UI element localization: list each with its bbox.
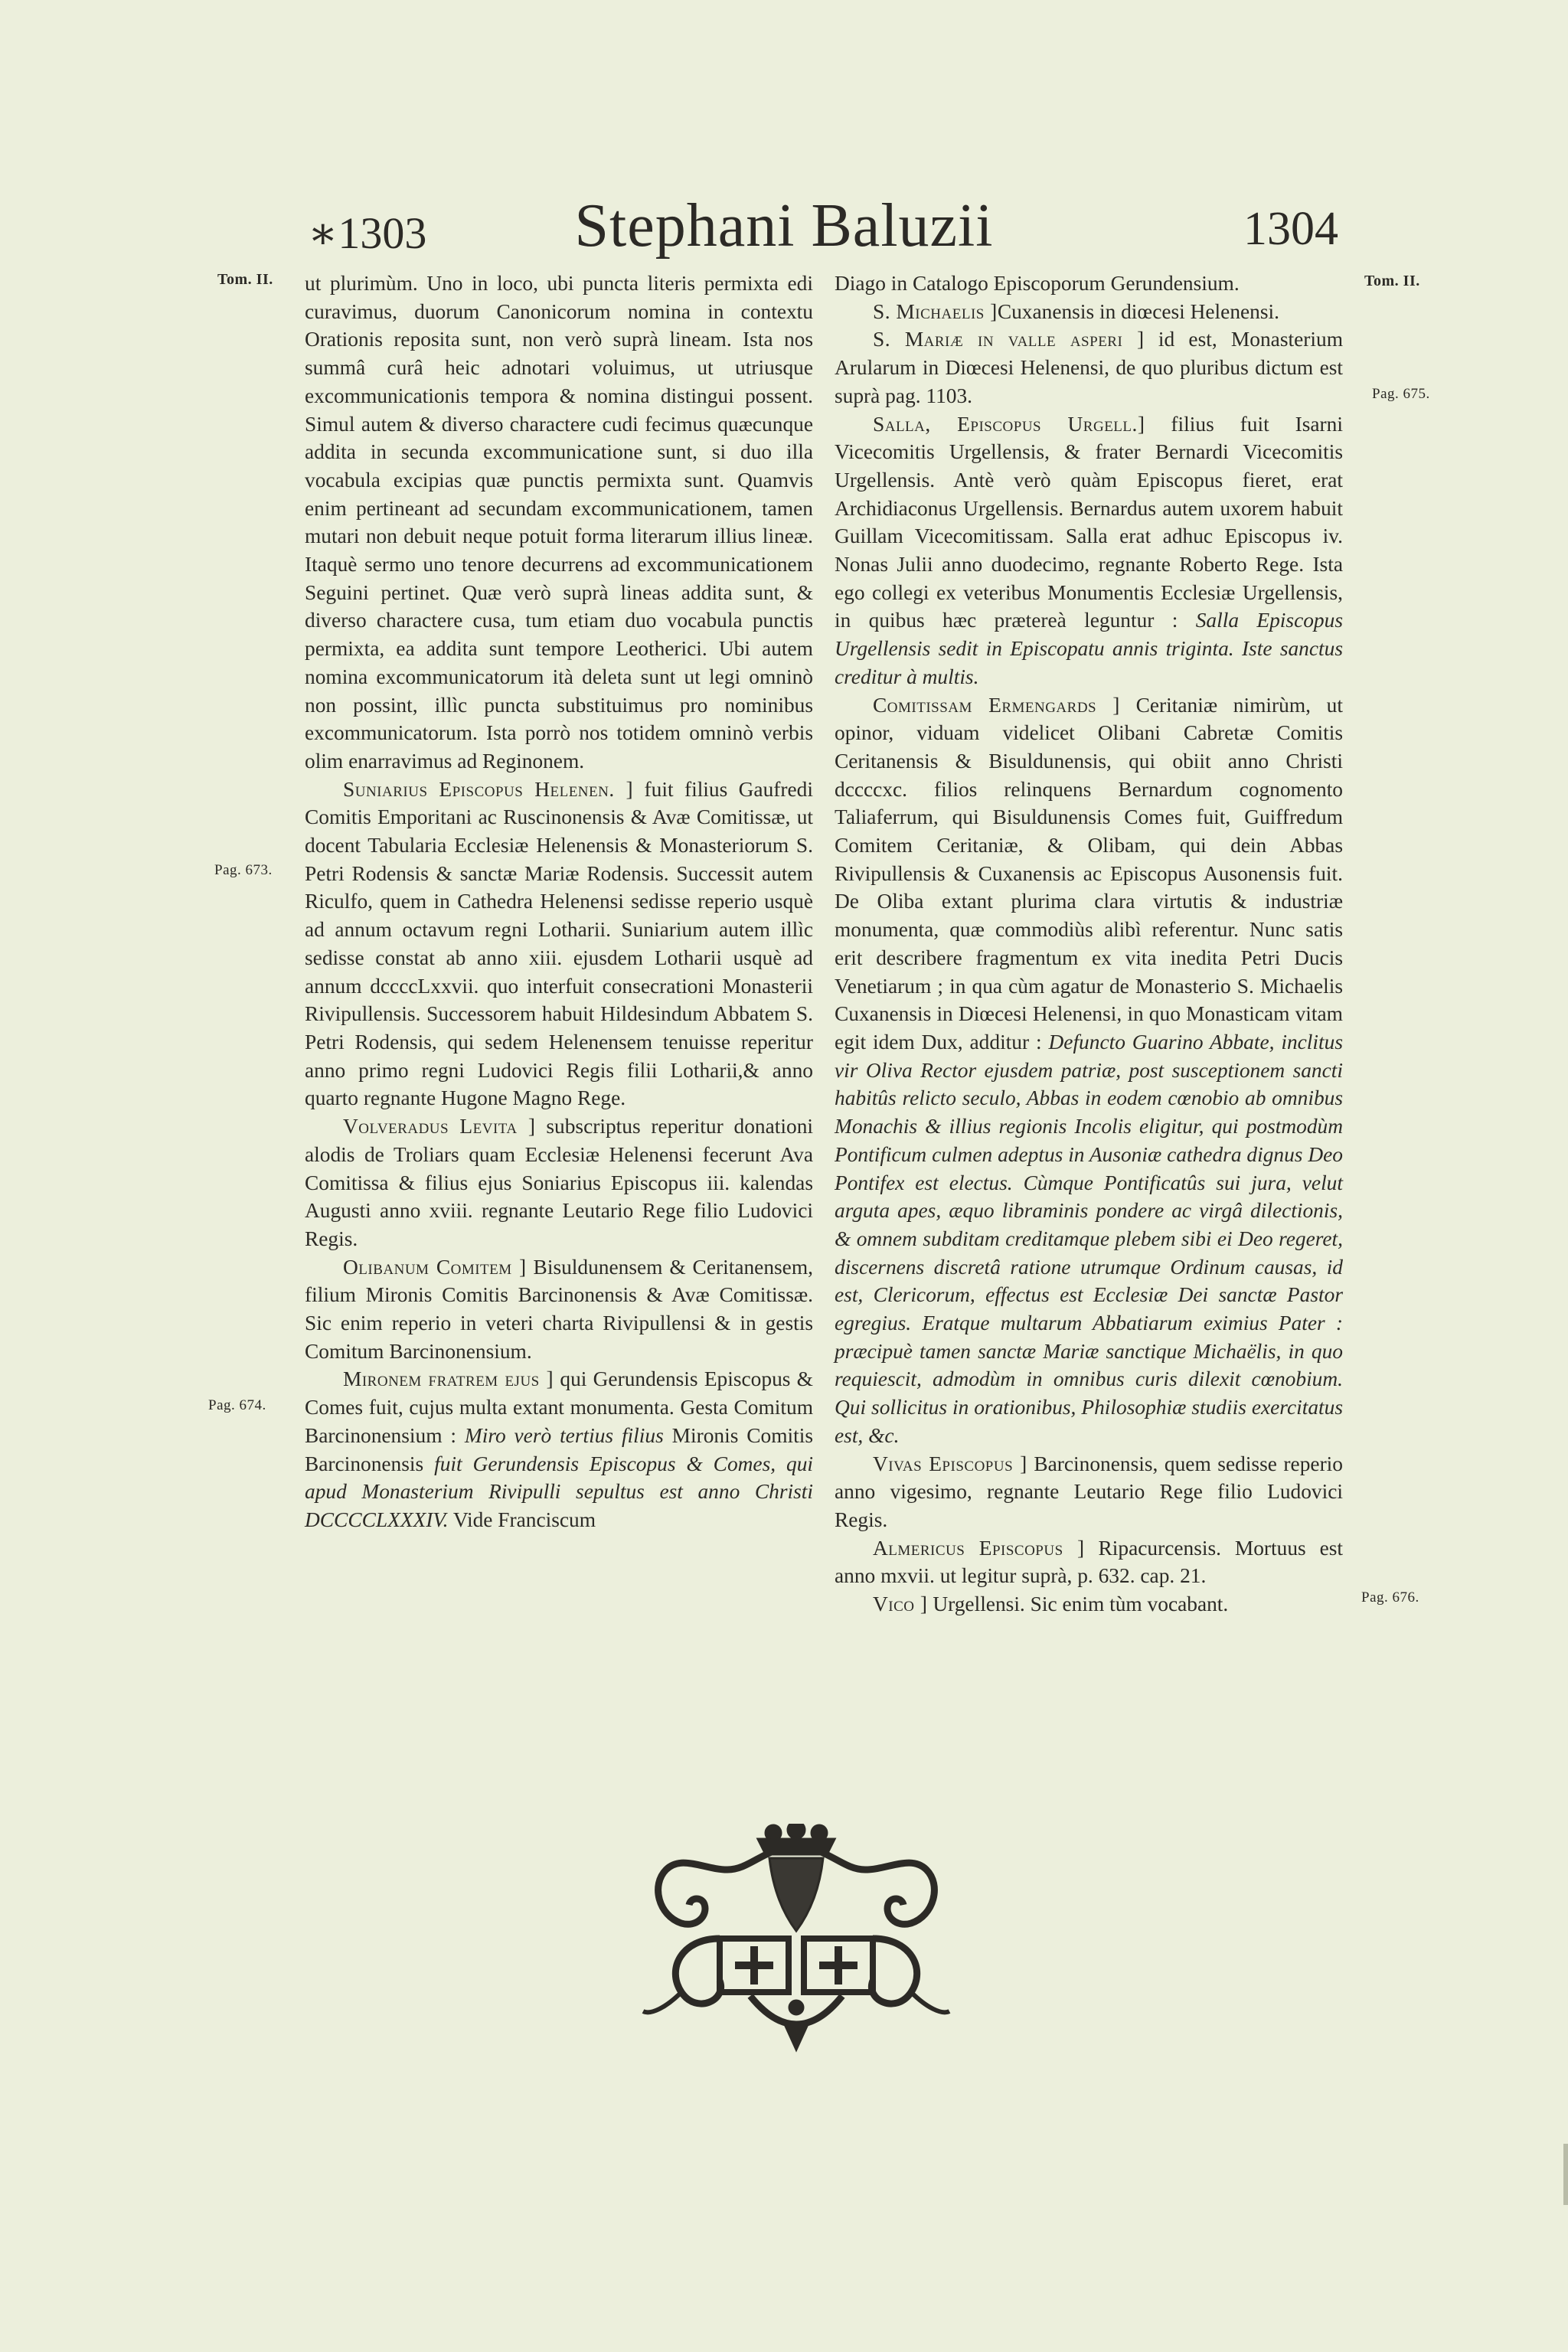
entry-heading: Olibanum Comitem ] <box>343 1255 527 1279</box>
margin-note-pag-675: Pag. 675. <box>1372 386 1430 402</box>
left-column <box>305 270 813 1534</box>
entry-quote: Defuncto Guarino Abbate, inclitus vir Oliva Rector ejusdem patriæ, post susceptionem sancti habitûs relicto seculo, Abbas in eodem cœnobio ab omnibus Monachis & illius regionis Incolis eligitur, qui postmodùm Pontificum culmen adeptus in Ausoniæ cathedra dignus Deo Pontifex est electus. Cùmque Pontificatûs sui jura, velut arguta apes, æquo libraminis pondere ac virgâ dilectionis, & omnem subditam creditamque plebem sibi ei Deo regeret, discernens discretâ ratione utrumque Ordinum causas, id est, Clericorum, effectus est Ecclesiæ Dei sanctæ Pastor egregius. Eratque multarum Abbatiarum eximius Pater : præcipuè tamen sanctæ Mariæ sanctique Michaëlis, in quo requiescit, admodùm in omnibus curis dilexit cœnobium. Qui sollicitus in orationibus, Philosophiæ studiis exercitatus est, &c. <box>835 1030 1343 1447</box>
margin-note-tom-left: Tom. II. <box>217 271 273 288</box>
entry-heading: S. Michaelis ] <box>873 299 998 323</box>
entry-suniarius <box>305 776 813 1112</box>
entry-heading: Vico ] <box>873 1592 928 1616</box>
entry-volveradus <box>305 1112 813 1253</box>
entry-text: qui Gerundensis Episcopus & Comes fuit, cujus multa extant monumenta. Gesta Comitum Barcinonensium : <box>305 1367 813 1447</box>
entry-vivas <box>835 1450 1343 1534</box>
entry-text: subscriptus reperitur donationi alodis de Troliars quam Ecclesiæ Helenensi fecerunt Ava Comitissa & filius ejus Soniarius Episcopus iii. kalendas Augusti anno xviii. regnante Leutario Rege filio Ludovici Regis. <box>305 1115 813 1250</box>
entry-vico <box>835 1590 1343 1619</box>
entry-comitissam <box>835 691 1343 1450</box>
entry-quote: Salla Episcopus Urgellensis sedit in Episcopatu annis triginta. Iste sanctus creditur à multis. <box>835 609 1343 688</box>
entry-heading: Suniarius Episcopus Helenen. ] <box>343 777 634 801</box>
margin-note-pag-676: Pag. 676. <box>1361 1589 1419 1606</box>
entry-text: Barcinonensis, quem sedisse reperio anno vigesimo, regnante Leutario Rege filio Ludovici Regis. <box>835 1452 1343 1531</box>
entry-text: id est, Monasterium Arularum in Diœcesi Helenensi, de quo pluribus dictum est suprà pag. 1103. <box>835 328 1343 407</box>
page-number-right: 1304 <box>1243 203 1338 255</box>
margin-note-tom-right: Tom. II. <box>1364 273 1420 289</box>
entry-text: Mironis Comitis Barcinonensis <box>305 1423 813 1475</box>
entry-heading: Vivas Episcopus ] <box>873 1452 1027 1475</box>
entry-heading: Volveradus Levita ] <box>343 1115 536 1138</box>
entry-text: Bisuldunensem & Ceritanensem, filium Mironis Comitis Barcinonensis & Avæ Comitissæ. Sic enim reperio in veteri charta Rivipullensi & in gestis Comitum Barcinonensium. <box>305 1255 813 1363</box>
entry-text: filius fuit Isarni Vicecomitis Urgellensis, & frater Bernardi Vicecomitis Urgellensis. Antè verò quàm Episcopus fieret, erat Archidiaconus Urgellensis. Bernardus autem uxorem habuit Guillam Vicecomitissam. Salla erat adhuc Episcopus iv. Nonas Julii anno duodecimo, regnante Roberto Rege. Ista ego collegi ex veteribus Monumentis Ecclesiæ Urgellensis, in quibus hæc prætereà leguntur : <box>835 412 1343 632</box>
entry-text: Ceritaniæ nimirùm, ut opinor, viduam videlicet Olibani Cabretæ Comitis Ceritanensis & Bisuldunensis, qui obiit anno Christi dccccxc. filios relinquens Bernardum cognomento Taliaferrum, qui Bisuldunensis Comes fuit, Guiffredum Comitem Ceritaniæ, & Olibam, qui dein Abbas Rivipullensis & Cuxanensis ac Episcopus Ausonensis fuit. De Oliba extant plurima clara virtutis & industriæ monumenta, quæ commodiùs alibì referentur. Nunc satis erit describere fragmentum ex vita inedita Petri Ducis Venetiarum ; in qua cùm agatur de Monasterio S. Michaelis Cuxanensis in Diœcesi Helenensi, in quo Monasticam vitam egit idem Dux, additur : <box>835 693 1343 1054</box>
entry-salla <box>835 410 1343 691</box>
entry-olibanum <box>305 1253 813 1366</box>
entry-mironem <box>305 1365 813 1534</box>
page-header <box>0 191 1568 268</box>
entry-heading: Comitissam Ermengards ] <box>873 693 1120 717</box>
entry-s-michaelis <box>835 298 1343 326</box>
margin-note-pag-674: Pag. 674. <box>208 1397 266 1413</box>
entry-text: Cuxanensis in diœcesi Helenensi. <box>997 299 1279 323</box>
entry-text: Urgellensi. Sic enim tùm vocabant. <box>927 1592 1229 1616</box>
margin-note-pag-673: Pag. 673. <box>214 862 273 878</box>
entry-s-mariae <box>835 325 1343 410</box>
entry-heading: Mironem fratrem ejus ] <box>343 1367 554 1391</box>
page-number-left: ∗1303 <box>308 208 427 258</box>
tailpiece-ornament-icon <box>635 1824 957 2053</box>
paragraph: ut plurimùm. Uno in loco, ubi puncta literis permixta edi curavimus, duorum Canonicorum nomina in contextu Orationis reposita sunt, non verò suprà lineam. Ista nos summâ curâ heic adnotari voluimus, ut utriusque excommunicationis tempora & nomina distingui possent. Simul autem & diverso charactere cudi fecimus quæcunque addita in secunda excommunicatione sunt, si duo illa vocabula excipias quæ punctis permixta sunt. Quamvis enim pertineant ad secundam excommunicationem, tamen mutari non debuit neque potuit forma literarum illius lineæ. Itaquè sermo uno tenore decurrens ad excommunicationem Seguini pertinet. Quæ verò suprà lineas addita sunt, & diverso charactere cusa, tum etiam duo vocabula punctis permixta, ea addita sunt tempore Leotherici. Ubi autem nomina excommunicatorum ità deleta sunt ut legi omninò non possint, illìc puncta substituimus pro nominibus excommunicatorum. Ista porrò nos totidem omninò verbis olim enarravimus ad Reginonem. <box>305 272 813 773</box>
entry-quote: Miro verò tertius filius <box>464 1423 664 1447</box>
entry-text: Ripacurcensis. Mortuus est anno mxvii. ut legitur suprà, p. 632. cap. 21. <box>835 1536 1344 1588</box>
entry-heading: Almericus Episcopus ] <box>873 1536 1085 1560</box>
entry-quote: fuit Gerundensis Episcopus & Comes, qui apud Monasterium Rivipulli sepultus est anno Christi DCCCCLXXXIV. <box>305 1452 814 1531</box>
entry-almericus <box>835 1534 1343 1590</box>
right-column <box>835 270 1343 1619</box>
entry-text: Vide Franciscum <box>448 1508 596 1531</box>
entry-text: fuit filius Gaufredi Comitis Emporitani ac Ruscinonensis & Avæ Comitissæ, ut docent Tabularia Ecclesiæ Helenensis & Monasteriorum S. Petri Rodensis & sanctæ Mariæ Rodensis. Successit autem Riculfo, quem in Cathedra Helenensi sedisse reperio usquè ad annum octavum regni Lotharii. Suniarium autem illìc sedisse constat ab anno xiii. ejusdem Lotharii usquè ad annum dccccLxxvii. quo interfuit consecrationi Monasterii Rivipullensis. Successorem habuit Hildesindum Abbatem S. Petri Rodensis, qui sedem Helenensem tenuisse reperitur anno primo regni Ludovici Regis filii Lotharii,& anno quarto regnante Hugone Magno Rege. <box>305 777 813 1110</box>
paragraph: Diago in Catalogo Episcoporum Gerundensium. <box>835 272 1240 295</box>
page-title: Stephani Baluzii <box>574 192 994 260</box>
page-edge-shadow <box>1563 2144 1568 2205</box>
entry-heading: Salla, Episcopus Urgell.] <box>873 412 1145 436</box>
entry-heading: S. Mariæ in valle asperi ] <box>873 328 1145 351</box>
